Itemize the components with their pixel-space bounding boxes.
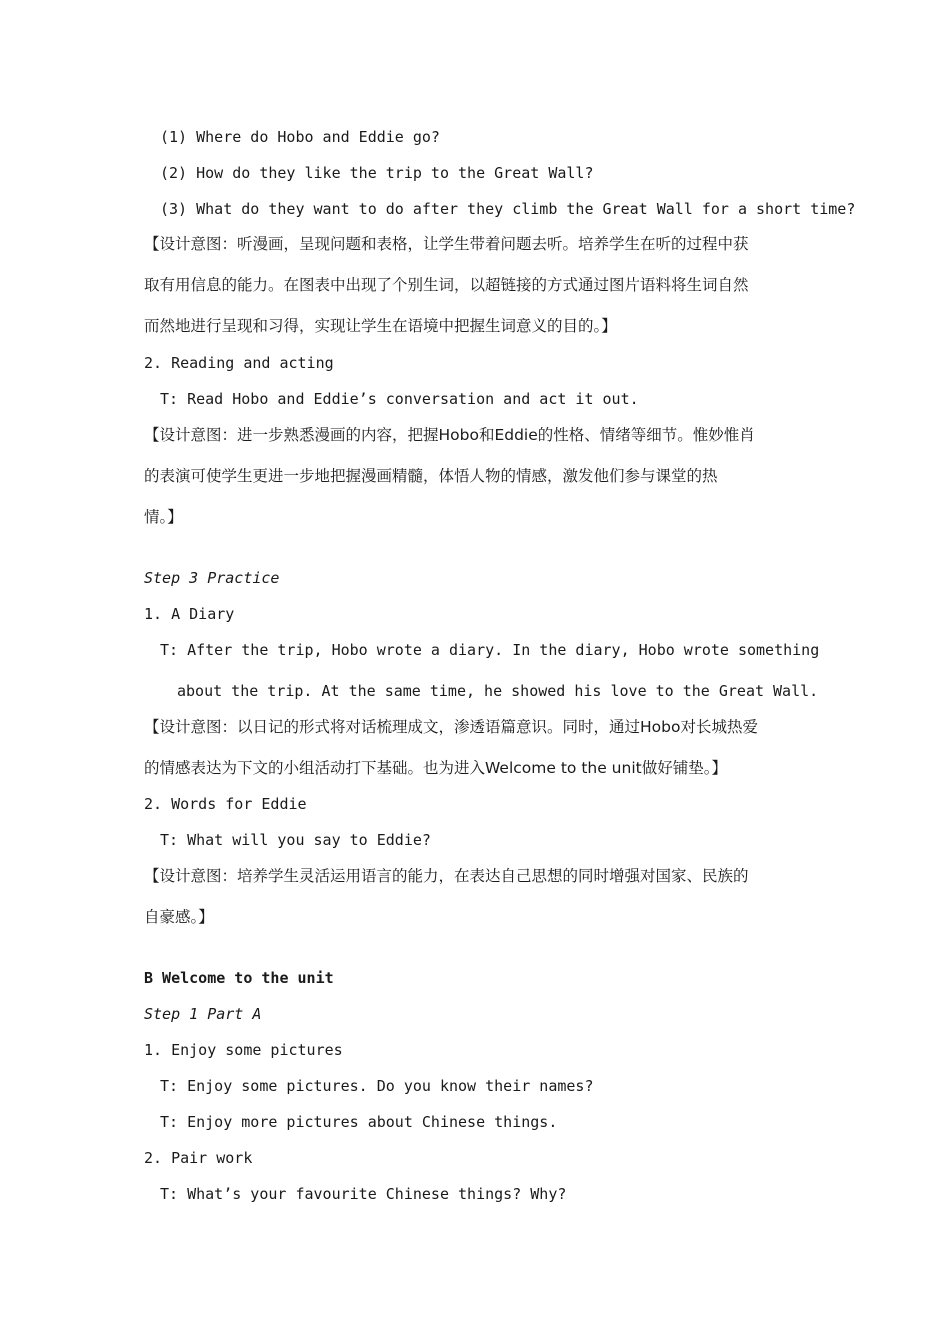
diary-heading: 1. A Diary [144,605,235,623]
design-intent-1-line-2: 取有用信息的能力。在图表中出现了个别生词，以超链接的方式通过图片语料将生词自然 [144,276,749,294]
design-intent-4-line-1: 【设计意图：培养学生灵活运用语言的能力，在表达自己思想的同时增强对国家、民族的 [144,867,749,885]
question-2: (2) How do they like the trip to the Great Wall? [160,164,594,182]
words-for-eddie-teacher-line: T: What will you say to Eddie? [160,831,431,849]
reading-acting-heading: 2. Reading and acting [144,354,334,372]
diary-teacher-line-1: T: After the trip, Hobo wrote a diary. In the diary, Hobo wrote something [160,641,820,659]
enjoy-pictures-heading: 1. Enjoy some pictures [144,1041,343,1059]
step-1-title: Step 1 Part A [144,1005,262,1023]
design-intent-3-line-1: 【设计意图：以日记的形式将对话梳理成文，渗透语篇意识。同时，通过Hobo对长城热爱 [144,718,758,736]
design-intent-2-line-1: 【设计意图：进一步熟悉漫画的内容，把握Hobo和Eddie的性格、情绪等细节。惟妙惟肖 [144,426,755,444]
enjoy-teacher-line-1: T: Enjoy some pictures. Do you know their names? [160,1077,594,1095]
section-b-heading: B Welcome to the unit [144,969,334,987]
design-intent-2-line-2: 的表演可使学生更进一步地把握漫画精髓，体悟人物的情感，激发他们参与课堂的热 [144,467,718,485]
design-intent-1-line-1: 【设计意图：听漫画，呈现问题和表格，让学生带着问题去听。培养学生在听的过程中获 [144,235,749,253]
design-intent-1-line-3: 而然地进行呈现和习得，实现让学生在语境中把握生词意义的目的。】 [144,317,617,335]
design-intent-3-line-2: 的情感表达为下文的小组活动打下基础。也为进入Welcome to the unit做好铺垫。】 [144,759,727,777]
pair-work-teacher-line: T: What’s your favourite Chinese things? Why? [160,1185,567,1203]
step-3-title: Step 3 Practice [144,569,280,587]
enjoy-teacher-line-2: T: Enjoy more pictures about Chinese things. [160,1113,558,1131]
design-intent-2-line-3: 情。】 [144,508,183,526]
question-1: (1) Where do Hobo and Eddie go? [160,128,440,146]
reading-acting-teacher-line: T: Read Hobo and Eddie’s conversation and act it out. [160,390,639,408]
design-intent-4-line-2: 自豪感。】 [144,908,214,926]
diary-teacher-line-2: about the trip. At the same time, he showed his love to the Great Wall. [177,682,819,700]
question-3: (3) What do they want to do after they climb the Great Wall for a short time? [160,200,856,218]
pair-work-heading: 2. Pair work [144,1149,253,1167]
words-for-eddie-heading: 2. Words for Eddie [144,795,307,813]
